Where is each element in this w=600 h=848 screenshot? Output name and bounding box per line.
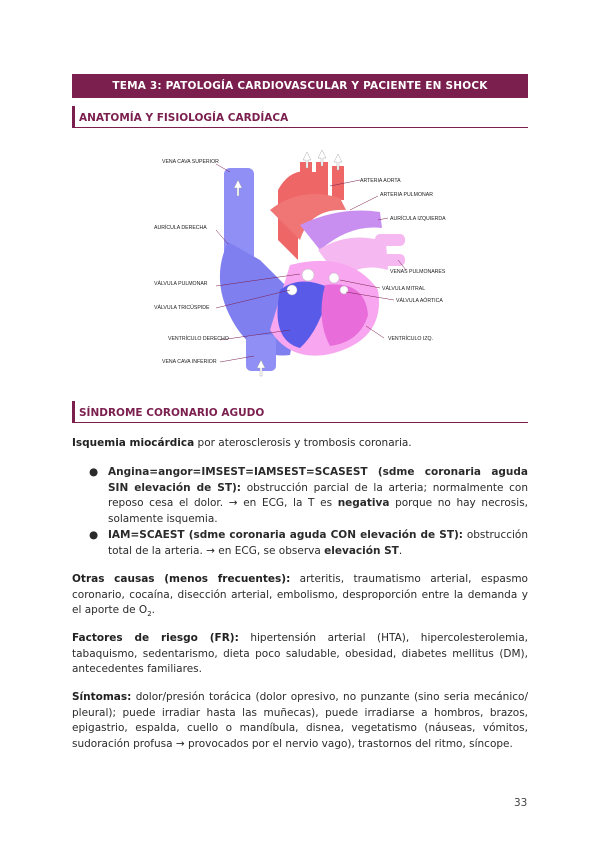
paragraph-isquemia (72, 436, 528, 452)
mitral-valve-shape (329, 273, 339, 283)
list-item-term: Angina=angor=IMSEST=IAMSEST=SCASEST (sdme coronaria aguda SIN elevación de ST): (108, 466, 528, 494)
list-item-text: obstrucción total de la arteria. → en ECG, se observa (108, 529, 529, 557)
chapter-title-banner (72, 74, 528, 98)
list-item (72, 528, 528, 559)
punctuation: . (151, 604, 156, 616)
term-factores-riesgo: Factores de riesgo (FR): (72, 632, 239, 644)
term-isquemia: Isquemia miocárdica (72, 437, 195, 449)
heart-anatomy-diagram (150, 150, 470, 382)
pulmonary-valve-shape (302, 269, 314, 281)
label-arteria-pulmonar: ARTERIA PULMONAR (380, 192, 433, 198)
paragraph-factores-riesgo (72, 631, 528, 678)
list-item-emphasis: negativa (337, 497, 390, 509)
label-arteria-aorta: ARTERIA AORTA (360, 178, 401, 184)
section-title: SÍNDROME CORONARIO AGUDO (79, 407, 265, 419)
label-auricula-izquierda: AURÍCULA IZQUIERDA (390, 216, 446, 222)
sca-types-list (72, 465, 528, 560)
label-valvula-aortica: VÁLVULA AÓRTICA (396, 298, 443, 304)
bullet-dot-icon: ● (89, 529, 99, 541)
list-item-emphasis: elevación ST (324, 544, 399, 557)
list-item-term: IAM=SCAEST (sdme coronaria aguda CON elevación de ST): (108, 529, 464, 541)
text-sintomas: dolor/presión torácica (dolor opresivo, no punzante (sino seria mecánico/ pleural); puede irradiar hasta las muñecas), puede irradiarse a hombros, brazos, epigastrio, espalda, cuello o mandíbula, disnea, vegetatismo (náuseas, vómitos, sudoración profusa → provocados por el nervio vago), trastornos del ritmo, síncope. (72, 691, 528, 750)
label-valvula-mitral: VÁLVULA MITRAL (382, 286, 426, 292)
chapter-title: TEMA 3: PATOLOGÍA CARDIOVASCULAR Y PACIENTE EN SHOCK (112, 80, 488, 92)
label-auricula-derecha: AURÍCULA DERECHA (154, 225, 207, 231)
subscript: 2 (147, 610, 152, 619)
paragraph-otras-causas (72, 572, 528, 623)
term-sintomas: Síntomas: (72, 691, 132, 703)
section-header-sca (72, 401, 528, 423)
page-number: 33 (514, 797, 528, 809)
label-vena-cava-inferior: VENA CAVA INFERIOR (162, 359, 217, 365)
list-item-text: obstrucción parcial de la arteria; normalmente con reposo cesa el dolor. → en ECG, la T es (108, 481, 528, 509)
aortic-valve-shape (340, 286, 348, 294)
paragraph-sintomas (72, 690, 528, 752)
label-valvula-tricuspide: VÁLVULA TRICÚSPIDE (154, 305, 210, 311)
tricuspid-valve-shape (287, 285, 297, 295)
term-otras-causas: Otras causas (menos frecuentes): (72, 573, 291, 585)
label-ventriculo-derecho: VENTRÍCULO DERECHO (168, 336, 229, 342)
label-vena-cava-superior: VENA CAVA SUPERIOR (162, 159, 219, 165)
text-factores-riesgo: hipertensión arterial (HTA), hipercolesterolemia, tabaquismo, sedentarismo, dieta poco saludable, obesidad, diabetes mellitus (DM), antecedentes familiares. (72, 632, 528, 675)
list-item (72, 465, 528, 527)
bullet-dot-icon: ● (89, 466, 99, 478)
label-venas-pulmonares: VENAS PULMONARES (390, 269, 446, 275)
label-ventriculo-izq: VENTRÍCULO IZQ. (388, 336, 433, 342)
section-header-anatomia (72, 106, 528, 128)
label-valvula-pulmonar: VÁLVULA PULMONAR (154, 281, 208, 287)
section-title: ANATOMÍA Y FISIOLOGÍA CARDÍACA (79, 112, 289, 124)
list-item-text: . (398, 544, 403, 557)
list-item-text: porque no hay necrosis, solamente isquemia. (108, 497, 529, 525)
text-otras-causas: arteritis, traumatismo arterial, espasmo coronario, cocaína, disección arterial, embolismo, desproporción entre la demanda y el aporte de O (72, 573, 528, 616)
text-isquemia: por aterosclerosis y trombosis coronaria. (194, 437, 412, 449)
